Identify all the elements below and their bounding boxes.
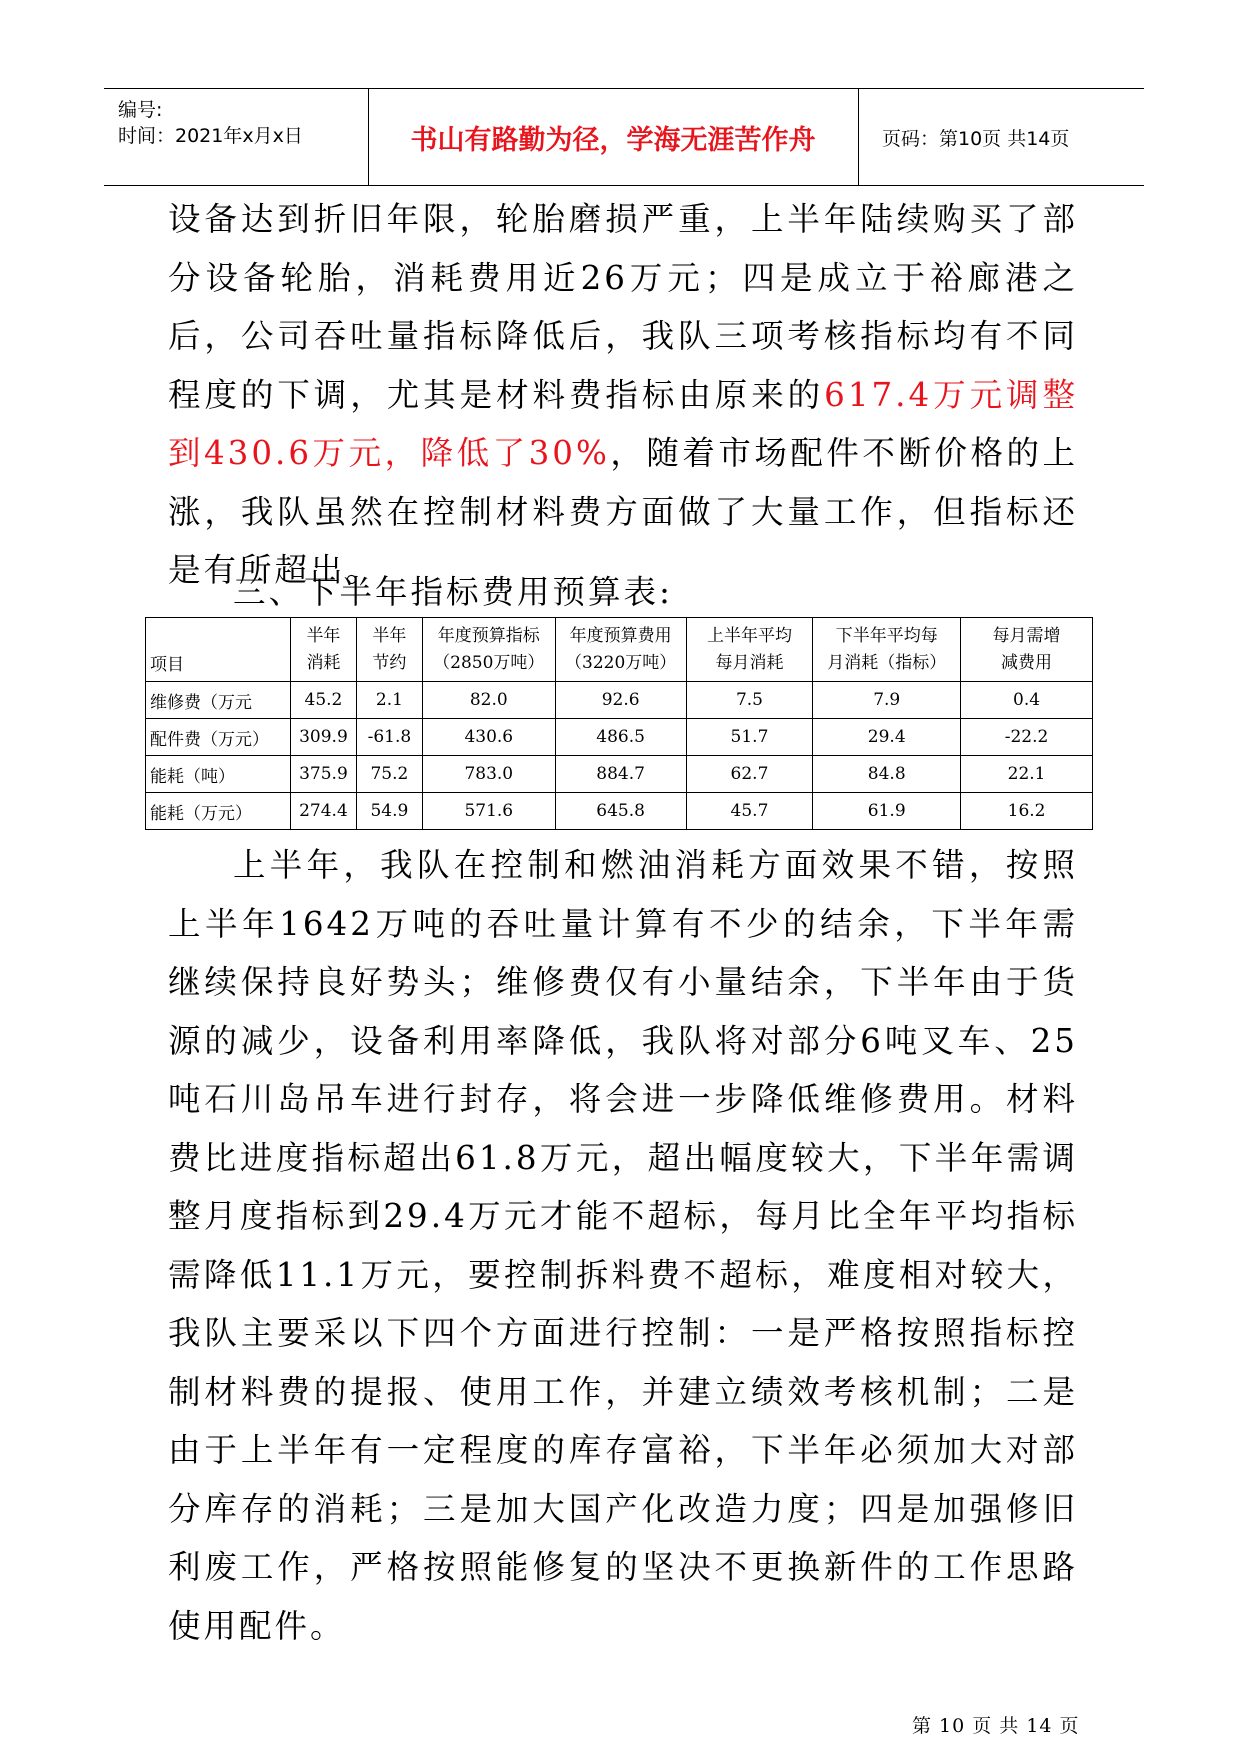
table-cell: 51.7 (686, 719, 813, 756)
table-row (146, 682, 1093, 719)
table-cell: 22.1 (961, 756, 1093, 793)
table-cell: 7.9 (813, 682, 961, 719)
column-header: 半年 节约 (356, 618, 422, 682)
table-cell: 645.8 (555, 793, 686, 830)
section-heading: 三、下半年指标费用预算表: (233, 573, 673, 611)
budget-table (145, 617, 1093, 830)
table-cell: 61.9 (813, 793, 961, 830)
column-header: 年度预算费用 （3220万吨） (555, 618, 686, 682)
table-cell: 430.6 (422, 719, 555, 756)
table-cell: 54.9 (356, 793, 422, 830)
document-time: 时间：2021年x月x日 (118, 125, 303, 147)
page-header (104, 88, 1144, 186)
table-cell: 29.4 (813, 719, 961, 756)
table-header-row (146, 618, 1093, 682)
table-cell: 375.9 (290, 756, 356, 793)
table-cell: 16.2 (961, 793, 1093, 830)
paragraph-1 (168, 190, 1078, 600)
table-cell: 7.5 (686, 682, 813, 719)
page-footer: 第 10 页 共 14 页 (912, 1715, 1080, 1737)
table-cell: 783.0 (422, 756, 555, 793)
table-cell: 62.7 (686, 756, 813, 793)
table-cell: 75.2 (356, 756, 422, 793)
header-page-info: 页码：第10页 共14页 (882, 127, 1070, 150)
paragraph-1-text: 设备达到折旧年限，轮胎磨损严重，上半年陆续购买了部分设备轮胎，消耗费用近26万元；四是成立于裕廊港之后，公司吞吐量指标降低后，我队三项考核指标均有不同程度的下调，尤其是材料费指标由原来的 (168, 200, 1078, 414)
table-cell: 能耗（万元） (146, 793, 291, 830)
column-header: 年度预算指标 （2850万吨） (422, 618, 555, 682)
paragraph-2: 上半年，我队在控制和燃油消耗方面效果不错，按照上半年1642万吨的吞吐量计算有不少的结余，下半年需继续保持良好势头；维修费仅有小量结余，下半年由于货源的减少，设备利用率降低，我队将对部分6吨叉车、25吨石川岛吊车进行封存，将会进一步降低维修费用。材料费比进度指标超出61.8万元，超出幅度较大，下半年需调整月度指标到29.4万元才能不超标，每月比全年平均指标需降低11.1万元，要控制拆料费不超标，难度相对较大，我队主要采以下四个方面进行控制：一是严格按照指标控制材料费的提报、使用工作，并建立绩效考核机制；二是由于上半年有一定程度的库存富裕，下半年必须加大对部分库存的消耗；三是加大国产化改造力度；四是加强修旧利废工作，严格按照能修复的坚决不更换新件的工作思路使用配件。 (168, 846, 1078, 1645)
paragraph-1-text-end: ，随着市场配件不断价格的上涨，我队虽然在控制材料费方面做了大量工作，但指标还是有所超出。 (168, 434, 1078, 589)
table-cell: -61.8 (356, 719, 422, 756)
table-cell: 274.4 (290, 793, 356, 830)
table-cell: 45.2 (290, 682, 356, 719)
table-cell: 能耗（吨） (146, 756, 291, 793)
header-motto: 书山有路勤为径，学海无涯苦作舟 (368, 89, 859, 185)
header-meta (104, 89, 369, 185)
column-header: 下半年平均每 月消耗（指标） (813, 618, 961, 682)
table-row (146, 793, 1093, 830)
table-cell: 0.4 (961, 682, 1093, 719)
table-cell: -22.2 (961, 719, 1093, 756)
table-cell: 571.6 (422, 793, 555, 830)
table-cell: 维修费（万元 (146, 682, 291, 719)
paragraph-1-highlight: 617.4万元调整到430.6万元，降低了30% (168, 375, 1078, 472)
column-header: 项目 (146, 618, 291, 682)
table-cell: 92.6 (555, 682, 686, 719)
table-cell: 486.5 (555, 719, 686, 756)
column-header: 每月需增 减费用 (961, 618, 1093, 682)
table-cell: 309.9 (290, 719, 356, 756)
table-cell: 82.0 (422, 682, 555, 719)
table-cell: 配件费（万元） (146, 719, 291, 756)
table-cell: 45.7 (686, 793, 813, 830)
column-header: 半年 消耗 (290, 618, 356, 682)
table-cell: 2.1 (356, 682, 422, 719)
column-header: 上半年平均 每月消耗 (686, 618, 813, 682)
table-row (146, 756, 1093, 793)
table-cell: 84.8 (813, 756, 961, 793)
table-cell: 884.7 (555, 756, 686, 793)
document-number-label: 编号: (118, 99, 163, 121)
table-row (146, 719, 1093, 756)
